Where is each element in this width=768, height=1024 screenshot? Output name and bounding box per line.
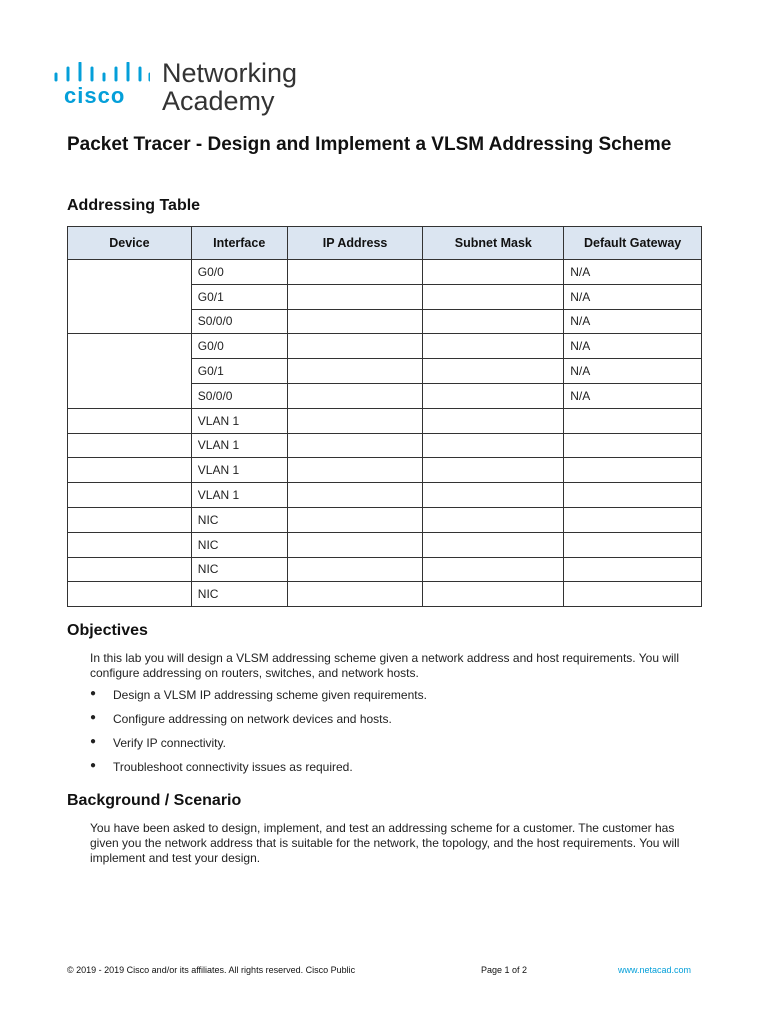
ip-address-cell	[287, 582, 423, 607]
interface-cell: VLAN 1	[191, 458, 287, 483]
device-cell	[68, 408, 192, 433]
ip-address-cell	[287, 507, 423, 532]
list-item	[90, 688, 427, 712]
subnet-mask-cell	[423, 309, 564, 334]
bullet-icon: ●	[90, 688, 97, 699]
table-row	[68, 458, 702, 483]
device-cell	[68, 557, 192, 582]
interface-cell: NIC	[191, 582, 287, 607]
addressing-table	[67, 226, 702, 607]
gateway-cell	[564, 582, 702, 607]
table-row	[68, 532, 702, 557]
objectives-heading: Objectives	[67, 622, 148, 639]
footer-website-link[interactable]: www.netacad.com	[618, 965, 692, 975]
table-row	[68, 408, 702, 433]
device-cell	[68, 582, 192, 607]
gateway-cell	[564, 408, 702, 433]
subnet-mask-cell	[423, 532, 564, 557]
list-item-text: Verify IP connectivity.	[113, 736, 226, 750]
device-cell	[68, 507, 192, 532]
footer-copyright: © 2019 - 2019 Cisco and/or its affiliates. All rights reserved. Cisco Public	[67, 965, 356, 975]
list-item-text: Configure addressing on network devices and hosts.	[113, 712, 392, 726]
ip-address-cell	[287, 458, 423, 483]
background-text: You have been asked to design, implement, and test an addressing scheme for a customer. The customer has given you the network address that is suitable for the network, the topology, and the host requirements. You will implement and test your design.	[90, 821, 680, 865]
column-header-device: Device	[68, 227, 192, 260]
table-row	[68, 433, 702, 458]
gateway-cell: N/A	[564, 359, 702, 384]
subnet-mask-cell	[423, 507, 564, 532]
gateway-cell	[564, 458, 702, 483]
interface-cell: G0/1	[191, 359, 287, 384]
bullet-icon: ●	[90, 712, 97, 723]
ip-address-cell	[287, 334, 423, 359]
interface-cell: VLAN 1	[191, 483, 287, 508]
cisco-wordmark: cisco	[64, 83, 126, 108]
gateway-cell: N/A	[564, 334, 702, 359]
subnet-mask-cell	[423, 582, 564, 607]
table-row	[68, 260, 702, 285]
interface-cell: G0/0	[191, 334, 287, 359]
list-item	[90, 736, 427, 760]
ip-address-cell	[287, 260, 423, 285]
ip-address-cell	[287, 483, 423, 508]
gateway-cell	[564, 532, 702, 557]
gateway-cell	[564, 507, 702, 532]
bullet-icon: ●	[90, 736, 97, 747]
device-cell	[68, 532, 192, 557]
gateway-cell	[564, 557, 702, 582]
ip-address-cell	[287, 359, 423, 384]
gateway-cell: N/A	[564, 260, 702, 285]
ip-address-cell	[287, 532, 423, 557]
interface-cell: NIC	[191, 557, 287, 582]
logo-line-academy: Academy	[162, 86, 275, 116]
cisco-bars-icon	[54, 62, 150, 82]
interface-cell: G0/0	[191, 260, 287, 285]
addressing-table-heading: Addressing Table	[67, 197, 201, 214]
objectives-intro: In this lab you will design a VLSM addressing scheme given a network address and host requirements. You will configure addressing on routers, switches, and network hosts.	[90, 651, 679, 680]
column-header-interface: Interface	[191, 227, 287, 260]
list-item-text: Design a VLSM IP addressing scheme given requirements.	[113, 688, 427, 702]
objectives-list	[90, 688, 427, 784]
device-cell	[68, 458, 192, 483]
list-item	[90, 760, 427, 784]
gateway-cell: N/A	[564, 284, 702, 309]
document-title: Packet Tracer - Design and Implement a VLSM Addressing Scheme	[67, 134, 672, 155]
table-row	[68, 483, 702, 508]
subnet-mask-cell	[423, 433, 564, 458]
interface-cell: S0/0/0	[191, 383, 287, 408]
subnet-mask-cell	[423, 359, 564, 384]
interface-cell: S0/0/0	[191, 309, 287, 334]
interface-cell: G0/1	[191, 284, 287, 309]
subnet-mask-cell	[423, 408, 564, 433]
subnet-mask-cell	[423, 483, 564, 508]
subnet-mask-cell	[423, 458, 564, 483]
ip-address-cell	[287, 309, 423, 334]
bullet-icon: ●	[90, 760, 97, 771]
footer-page-number: Page 1 of 2	[481, 965, 528, 975]
table-row	[68, 582, 702, 607]
subnet-mask-cell	[423, 260, 564, 285]
interface-cell: NIC	[191, 507, 287, 532]
column-header-ip-address: IP Address	[287, 227, 423, 260]
list-item-text: Troubleshoot connectivity issues as required.	[113, 760, 353, 774]
device-cell	[68, 260, 192, 334]
interface-cell: NIC	[191, 532, 287, 557]
interface-cell: VLAN 1	[191, 433, 287, 458]
table-row	[68, 334, 702, 359]
subnet-mask-cell	[423, 284, 564, 309]
gateway-cell	[564, 483, 702, 508]
ip-address-cell	[287, 408, 423, 433]
logo-line-networking: Networking	[162, 58, 298, 88]
interface-cell: VLAN 1	[191, 408, 287, 433]
networking-academy-logo	[52, 58, 312, 118]
gateway-cell: N/A	[564, 383, 702, 408]
column-header-subnet-mask: Subnet Mask	[423, 227, 564, 260]
list-item	[90, 712, 427, 736]
column-header-default-gateway: Default Gateway	[564, 227, 702, 260]
table-row	[68, 507, 702, 532]
ip-address-cell	[287, 557, 423, 582]
device-cell	[68, 483, 192, 508]
subnet-mask-cell	[423, 334, 564, 359]
subnet-mask-cell	[423, 383, 564, 408]
device-cell	[68, 334, 192, 408]
ip-address-cell	[287, 433, 423, 458]
table-row	[68, 557, 702, 582]
subnet-mask-cell	[423, 557, 564, 582]
gateway-cell	[564, 433, 702, 458]
gateway-cell: N/A	[564, 309, 702, 334]
table-header-row	[68, 227, 702, 260]
device-cell	[68, 433, 192, 458]
background-heading: Background / Scenario	[67, 792, 242, 809]
ip-address-cell	[287, 383, 423, 408]
ip-address-cell	[287, 284, 423, 309]
